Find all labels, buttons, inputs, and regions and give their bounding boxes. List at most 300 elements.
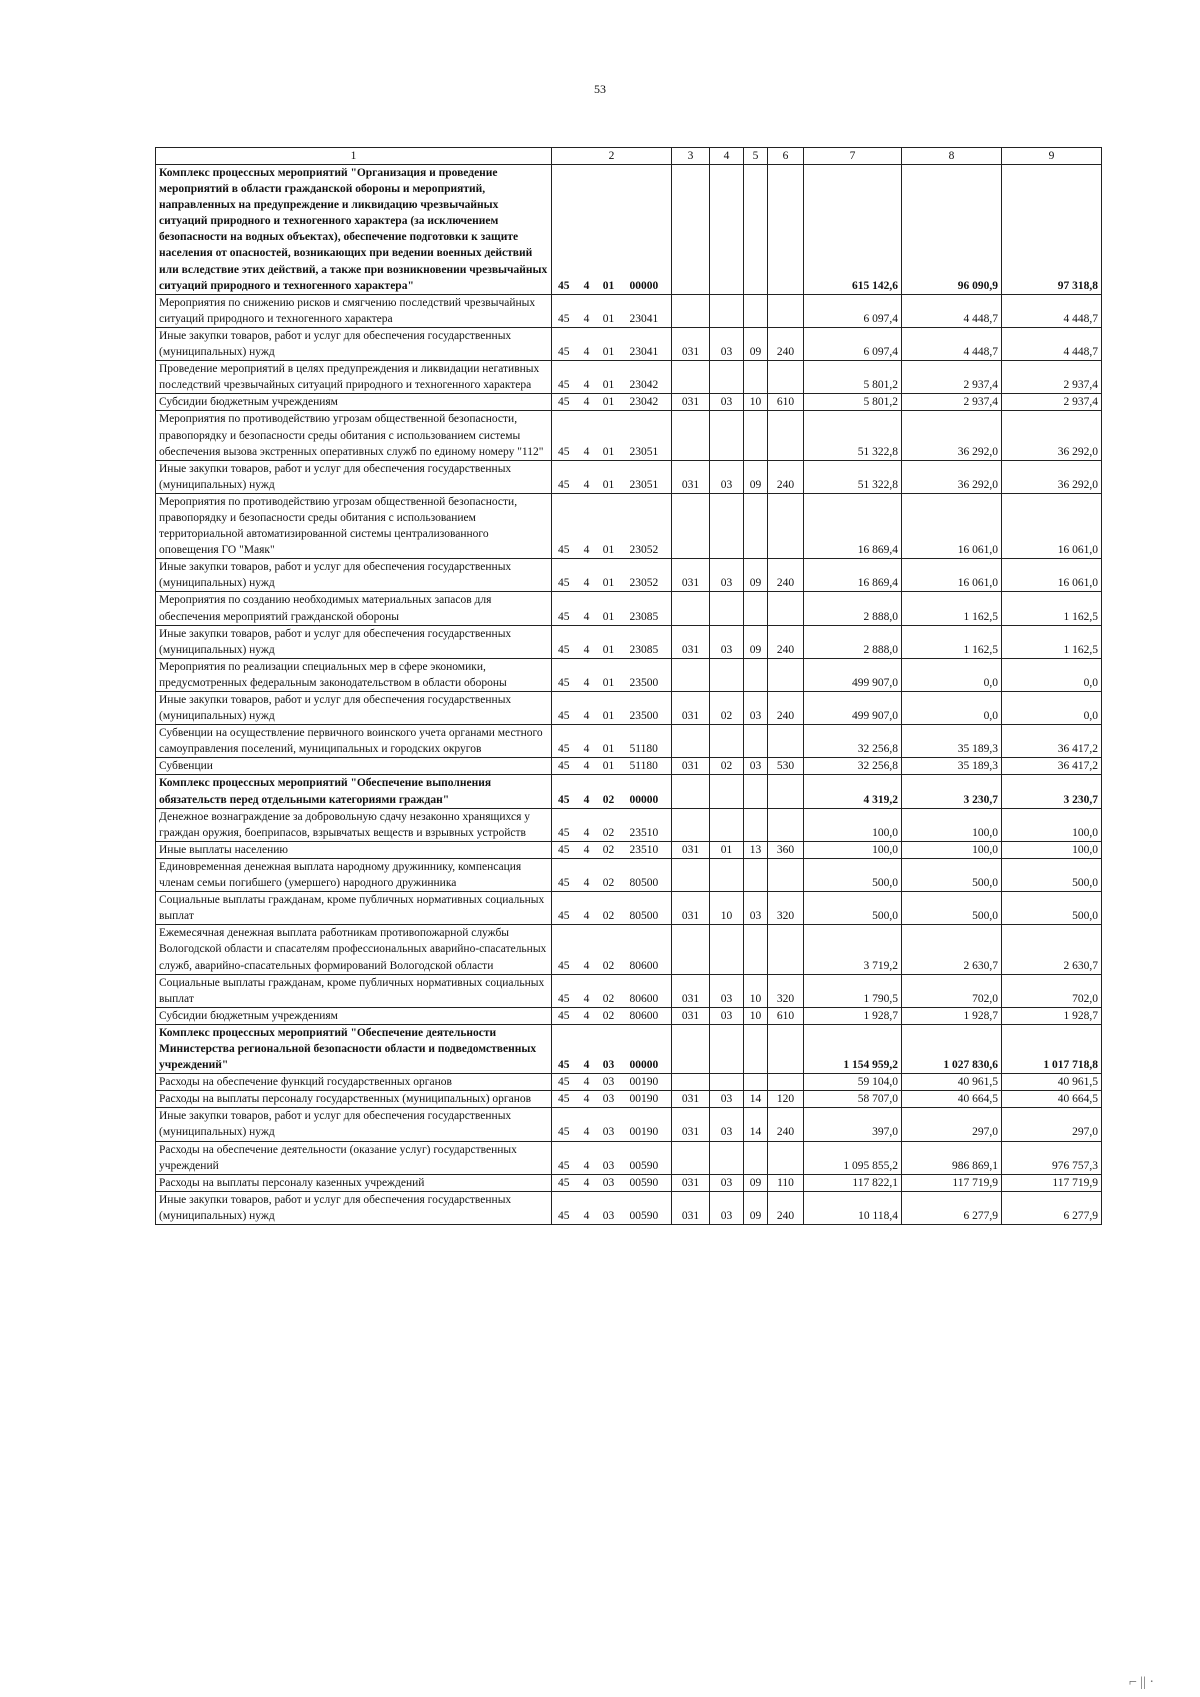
row-value-8: 1 928,7 xyxy=(902,1007,1002,1024)
row-code-1: 45 xyxy=(552,758,580,775)
row-value-8: 986 869,1 xyxy=(902,1141,1002,1174)
row-value-8: 2 630,7 xyxy=(902,925,1002,974)
row-code-1: 45 xyxy=(552,411,580,460)
row-code-2: 4 xyxy=(580,361,594,394)
row-col-4: 03 xyxy=(710,625,744,658)
row-code-2: 4 xyxy=(580,758,594,775)
row-name: Мероприятия по противодействию угрозам общественной безопасности, правопорядку и безопасности среды обитания с использованием системы обеспечения вызова экстренных оперативных служб по единому номеру "112" xyxy=(156,411,552,460)
row-code-3: 03 xyxy=(594,1191,624,1224)
row-value-9: 36 292,0 xyxy=(1002,460,1102,493)
row-code-4: 23052 xyxy=(624,493,672,558)
row-col-6 xyxy=(768,493,804,558)
row-col-3 xyxy=(672,165,710,295)
row-col-4 xyxy=(710,808,744,841)
row-code-1: 45 xyxy=(552,1108,580,1141)
row-col-3 xyxy=(672,361,710,394)
row-col-5 xyxy=(744,725,768,758)
row-value-7: 1 790,5 xyxy=(804,974,902,1007)
row-code-4: 23042 xyxy=(624,361,672,394)
row-code-4: 23510 xyxy=(624,808,672,841)
row-code-3: 01 xyxy=(594,327,624,360)
row-value-8: 96 090,9 xyxy=(902,165,1002,295)
row-code-2: 4 xyxy=(580,725,594,758)
row-name: Расходы на выплаты персоналу казенных учреждений xyxy=(156,1174,552,1191)
table-row xyxy=(156,892,1102,925)
budget-table xyxy=(155,147,1102,1225)
row-code-3: 02 xyxy=(594,974,624,1007)
row-col-5: 10 xyxy=(744,974,768,1007)
row-code-2: 4 xyxy=(580,1074,594,1091)
row-value-9: 702,0 xyxy=(1002,974,1102,1007)
row-col-3: 031 xyxy=(672,1174,710,1191)
row-code-4: 00000 xyxy=(624,775,672,808)
row-col-6 xyxy=(768,294,804,327)
row-name: Иные закупки товаров, работ и услуг для обеспечения государственных (муниципальных) нужд xyxy=(156,692,552,725)
row-col-6: 320 xyxy=(768,892,804,925)
table-row xyxy=(156,394,1102,411)
row-col-5 xyxy=(744,1024,768,1073)
row-col-6 xyxy=(768,925,804,974)
row-col-3 xyxy=(672,1074,710,1091)
header-cell-4: 4 xyxy=(710,148,744,165)
row-col-6 xyxy=(768,1141,804,1174)
row-value-7: 16 869,4 xyxy=(804,559,902,592)
row-value-7: 6 097,4 xyxy=(804,294,902,327)
row-code-4: 23500 xyxy=(624,692,672,725)
row-code-2: 4 xyxy=(580,559,594,592)
header-cell-8: 8 xyxy=(902,148,1002,165)
row-col-4: 03 xyxy=(710,1174,744,1191)
row-col-4 xyxy=(710,411,744,460)
row-value-9: 16 061,0 xyxy=(1002,493,1102,558)
row-code-1: 45 xyxy=(552,294,580,327)
row-name: Расходы на выплаты персоналу государственных (муниципальных) органов xyxy=(156,1091,552,1108)
row-code-4: 23041 xyxy=(624,294,672,327)
row-col-3: 031 xyxy=(672,1007,710,1024)
row-value-8: 2 937,4 xyxy=(902,361,1002,394)
row-name: Комплекс процессных мероприятий "Обеспечение деятельности Министерства региональной безопасности области и подведомственных учреждений" xyxy=(156,1024,552,1073)
row-col-5: 14 xyxy=(744,1091,768,1108)
row-col-5 xyxy=(744,361,768,394)
row-code-1: 45 xyxy=(552,692,580,725)
row-col-3 xyxy=(672,1024,710,1073)
row-code-2: 4 xyxy=(580,592,594,625)
table-row xyxy=(156,858,1102,891)
row-col-4: 03 xyxy=(710,559,744,592)
table-row xyxy=(156,692,1102,725)
row-value-7: 500,0 xyxy=(804,892,902,925)
row-value-9: 36 417,2 xyxy=(1002,758,1102,775)
row-value-8: 40 664,5 xyxy=(902,1091,1002,1108)
row-name: Иные закупки товаров, работ и услуг для обеспечения государственных (муниципальных) нужд xyxy=(156,460,552,493)
row-col-3: 031 xyxy=(672,559,710,592)
row-value-9: 0,0 xyxy=(1002,692,1102,725)
row-code-3: 01 xyxy=(594,411,624,460)
row-code-1: 45 xyxy=(552,974,580,1007)
row-col-6: 530 xyxy=(768,758,804,775)
table-row xyxy=(156,361,1102,394)
row-code-3: 02 xyxy=(594,808,624,841)
row-code-2: 4 xyxy=(580,411,594,460)
row-code-2: 4 xyxy=(580,165,594,295)
row-code-2: 4 xyxy=(580,493,594,558)
row-code-4: 00590 xyxy=(624,1141,672,1174)
row-value-8: 3 230,7 xyxy=(902,775,1002,808)
row-value-7: 397,0 xyxy=(804,1108,902,1141)
row-code-2: 4 xyxy=(580,692,594,725)
row-col-4: 02 xyxy=(710,692,744,725)
row-value-7: 1 154 959,2 xyxy=(804,1024,902,1073)
row-col-3 xyxy=(672,658,710,691)
row-code-2: 4 xyxy=(580,1091,594,1108)
row-col-4 xyxy=(710,1024,744,1073)
row-col-5 xyxy=(744,775,768,808)
row-code-3: 01 xyxy=(594,460,624,493)
row-code-3: 01 xyxy=(594,758,624,775)
row-col-5: 14 xyxy=(744,1108,768,1141)
row-code-4: 00190 xyxy=(624,1108,672,1141)
row-col-5 xyxy=(744,1141,768,1174)
row-value-9: 6 277,9 xyxy=(1002,1191,1102,1224)
row-col-3 xyxy=(672,858,710,891)
row-col-4 xyxy=(710,592,744,625)
row-value-7: 615 142,6 xyxy=(804,165,902,295)
row-code-1: 45 xyxy=(552,1174,580,1191)
row-col-5 xyxy=(744,858,768,891)
row-value-8: 16 061,0 xyxy=(902,493,1002,558)
row-value-9: 40 664,5 xyxy=(1002,1091,1102,1108)
row-value-8: 297,0 xyxy=(902,1108,1002,1141)
row-name: Денежное вознаграждение за добровольную сдачу незаконно хранящихся у граждан оружия, боеприпасов, взрывчатых веществ и взрывных устройств xyxy=(156,808,552,841)
table-row xyxy=(156,1108,1102,1141)
row-value-7: 59 104,0 xyxy=(804,1074,902,1091)
table-row xyxy=(156,625,1102,658)
row-col-3: 031 xyxy=(672,394,710,411)
header-cell-9: 9 xyxy=(1002,148,1102,165)
row-col-3: 031 xyxy=(672,460,710,493)
row-name: Единовременная денежная выплата народному дружиннику, компенсация членам семьи погибшего (умершего) народного дружинника xyxy=(156,858,552,891)
row-value-7: 100,0 xyxy=(804,841,902,858)
row-col-5 xyxy=(744,165,768,295)
row-code-1: 45 xyxy=(552,559,580,592)
row-col-5: 03 xyxy=(744,892,768,925)
row-col-4 xyxy=(710,1141,744,1174)
row-code-3: 01 xyxy=(594,658,624,691)
row-value-9: 2 937,4 xyxy=(1002,361,1102,394)
row-col-3 xyxy=(672,493,710,558)
row-col-5: 13 xyxy=(744,841,768,858)
row-col-4 xyxy=(710,925,744,974)
row-col-5 xyxy=(744,658,768,691)
row-name: Субсидии бюджетным учреждениям xyxy=(156,1007,552,1024)
row-code-4: 23042 xyxy=(624,394,672,411)
row-col-4 xyxy=(710,775,744,808)
row-value-9: 16 061,0 xyxy=(1002,559,1102,592)
row-value-9: 500,0 xyxy=(1002,858,1102,891)
row-value-9: 36 292,0 xyxy=(1002,411,1102,460)
row-code-3: 03 xyxy=(594,1108,624,1141)
row-value-8: 702,0 xyxy=(902,974,1002,1007)
row-name: Комплекс процессных мероприятий "Обеспечение выполнения обязательств перед отдельными категориями граждан" xyxy=(156,775,552,808)
row-col-6: 320 xyxy=(768,974,804,1007)
table-row xyxy=(156,493,1102,558)
row-col-6: 240 xyxy=(768,692,804,725)
row-name: Субсидии бюджетным учреждениям xyxy=(156,394,552,411)
row-col-6 xyxy=(768,361,804,394)
row-value-9: 1 928,7 xyxy=(1002,1007,1102,1024)
row-col-5: 09 xyxy=(744,625,768,658)
row-value-9: 97 318,8 xyxy=(1002,165,1102,295)
row-col-5 xyxy=(744,294,768,327)
row-value-7: 51 322,8 xyxy=(804,411,902,460)
row-col-3: 031 xyxy=(672,1108,710,1141)
table-row xyxy=(156,808,1102,841)
row-value-7: 3 719,2 xyxy=(804,925,902,974)
row-value-9: 2 630,7 xyxy=(1002,925,1102,974)
row-col-4: 03 xyxy=(710,394,744,411)
row-code-2: 4 xyxy=(580,925,594,974)
table-row xyxy=(156,1141,1102,1174)
row-col-4 xyxy=(710,361,744,394)
row-col-6: 610 xyxy=(768,1007,804,1024)
row-code-1: 45 xyxy=(552,1091,580,1108)
row-code-1: 45 xyxy=(552,725,580,758)
row-code-1: 45 xyxy=(552,460,580,493)
table-row xyxy=(156,460,1102,493)
row-col-5: 03 xyxy=(744,758,768,775)
row-code-3: 03 xyxy=(594,1091,624,1108)
row-code-4: 51180 xyxy=(624,725,672,758)
row-code-2: 4 xyxy=(580,1141,594,1174)
row-col-4: 03 xyxy=(710,1108,744,1141)
row-name: Иные закупки товаров, работ и услуг для обеспечения государственных (муниципальных) нужд xyxy=(156,1108,552,1141)
row-col-3 xyxy=(672,592,710,625)
row-value-7: 58 707,0 xyxy=(804,1091,902,1108)
row-value-7: 500,0 xyxy=(804,858,902,891)
row-name: Иные закупки товаров, работ и услуг для обеспечения государственных (муниципальных) нужд xyxy=(156,327,552,360)
row-code-2: 4 xyxy=(580,1191,594,1224)
row-name: Проведение мероприятий в целях предупреждения и ликвидации негативных последствий чрезвычайных ситуаций природного и техногенного характера xyxy=(156,361,552,394)
row-value-9: 2 937,4 xyxy=(1002,394,1102,411)
row-value-7: 32 256,8 xyxy=(804,758,902,775)
row-value-7: 5 801,2 xyxy=(804,394,902,411)
table-row xyxy=(156,1191,1102,1224)
row-code-2: 4 xyxy=(580,625,594,658)
row-code-1: 45 xyxy=(552,892,580,925)
row-col-5 xyxy=(744,592,768,625)
row-name: Иные закупки товаров, работ и услуг для обеспечения государственных (муниципальных) нужд xyxy=(156,1191,552,1224)
row-code-4: 23085 xyxy=(624,625,672,658)
row-code-1: 45 xyxy=(552,1191,580,1224)
row-code-4: 00190 xyxy=(624,1074,672,1091)
row-name: Иные выплаты населению xyxy=(156,841,552,858)
row-code-4: 23510 xyxy=(624,841,672,858)
row-code-4: 23051 xyxy=(624,460,672,493)
scan-corner-mark-icon: ⌐ || · xyxy=(1128,1675,1154,1690)
row-col-5 xyxy=(744,493,768,558)
row-value-7: 4 319,2 xyxy=(804,775,902,808)
row-col-4: 01 xyxy=(710,841,744,858)
row-col-4 xyxy=(710,1074,744,1091)
row-col-4 xyxy=(710,165,744,295)
row-col-6: 240 xyxy=(768,1191,804,1224)
row-name: Субвенции xyxy=(156,758,552,775)
row-code-3: 02 xyxy=(594,892,624,925)
row-value-7: 6 097,4 xyxy=(804,327,902,360)
table-header-row xyxy=(156,148,1102,165)
row-code-3: 03 xyxy=(594,1174,624,1191)
row-name: Иные закупки товаров, работ и услуг для обеспечения государственных (муниципальных) нужд xyxy=(156,559,552,592)
row-code-4: 23041 xyxy=(624,327,672,360)
row-value-8: 36 292,0 xyxy=(902,460,1002,493)
row-code-2: 4 xyxy=(580,1174,594,1191)
row-value-7: 32 256,8 xyxy=(804,725,902,758)
row-value-9: 4 448,7 xyxy=(1002,327,1102,360)
row-code-1: 45 xyxy=(552,625,580,658)
table-row xyxy=(156,327,1102,360)
row-col-6 xyxy=(768,775,804,808)
row-name: Расходы на обеспечение функций государственных органов xyxy=(156,1074,552,1091)
row-code-2: 4 xyxy=(580,1007,594,1024)
row-code-2: 4 xyxy=(580,775,594,808)
table-row xyxy=(156,925,1102,974)
row-col-3 xyxy=(672,725,710,758)
row-code-1: 45 xyxy=(552,841,580,858)
row-col-5: 09 xyxy=(744,460,768,493)
row-code-4: 80500 xyxy=(624,892,672,925)
row-col-3 xyxy=(672,925,710,974)
row-col-3 xyxy=(672,1141,710,1174)
header-cell-5: 5 xyxy=(744,148,768,165)
row-code-3: 01 xyxy=(594,559,624,592)
row-col-4: 03 xyxy=(710,1007,744,1024)
row-code-1: 45 xyxy=(552,808,580,841)
row-col-3: 031 xyxy=(672,1091,710,1108)
row-code-2: 4 xyxy=(580,294,594,327)
row-col-3: 031 xyxy=(672,974,710,1007)
row-code-4: 23052 xyxy=(624,559,672,592)
row-col-3: 031 xyxy=(672,1191,710,1224)
row-code-1: 45 xyxy=(552,361,580,394)
row-col-6: 360 xyxy=(768,841,804,858)
table-row xyxy=(156,1091,1102,1108)
row-value-9: 40 961,5 xyxy=(1002,1074,1102,1091)
row-code-1: 45 xyxy=(552,394,580,411)
row-value-9: 1 162,5 xyxy=(1002,592,1102,625)
table-row xyxy=(156,559,1102,592)
row-code-2: 4 xyxy=(580,974,594,1007)
row-name: Мероприятия по созданию необходимых материальных запасов для обеспечения мероприятий гражданской обороны xyxy=(156,592,552,625)
row-code-1: 45 xyxy=(552,858,580,891)
header-cell-7: 7 xyxy=(804,148,902,165)
header-cell-2: 2 xyxy=(552,148,672,165)
row-code-1: 45 xyxy=(552,925,580,974)
row-col-4: 10 xyxy=(710,892,744,925)
row-code-4: 00000 xyxy=(624,1024,672,1073)
row-code-4: 00000 xyxy=(624,165,672,295)
row-value-7: 117 822,1 xyxy=(804,1174,902,1191)
row-value-8: 1 027 830,6 xyxy=(902,1024,1002,1073)
row-code-2: 4 xyxy=(580,1024,594,1073)
table-row xyxy=(156,1174,1102,1191)
row-code-4: 51180 xyxy=(624,758,672,775)
row-value-8: 100,0 xyxy=(902,808,1002,841)
row-value-9: 3 230,7 xyxy=(1002,775,1102,808)
header-cell-1: 1 xyxy=(156,148,552,165)
row-col-4 xyxy=(710,725,744,758)
row-value-8: 117 719,9 xyxy=(902,1174,1002,1191)
table-row xyxy=(156,974,1102,1007)
row-code-4: 23085 xyxy=(624,592,672,625)
row-value-8: 4 448,7 xyxy=(902,294,1002,327)
table-row xyxy=(156,758,1102,775)
row-code-1: 45 xyxy=(552,592,580,625)
table-row xyxy=(156,1074,1102,1091)
row-value-9: 1 017 718,8 xyxy=(1002,1024,1102,1073)
row-code-3: 01 xyxy=(594,394,624,411)
row-col-6 xyxy=(768,165,804,295)
row-col-4: 03 xyxy=(710,974,744,1007)
row-code-4: 00190 xyxy=(624,1091,672,1108)
row-col-6 xyxy=(768,658,804,691)
row-code-3: 01 xyxy=(594,625,624,658)
table-row xyxy=(156,658,1102,691)
row-code-3: 03 xyxy=(594,1074,624,1091)
row-code-2: 4 xyxy=(580,808,594,841)
row-value-8: 0,0 xyxy=(902,658,1002,691)
row-code-1: 45 xyxy=(552,493,580,558)
row-value-8: 1 162,5 xyxy=(902,625,1002,658)
row-col-6: 610 xyxy=(768,394,804,411)
row-col-4: 03 xyxy=(710,1191,744,1224)
row-value-8: 40 961,5 xyxy=(902,1074,1002,1091)
row-col-5: 09 xyxy=(744,559,768,592)
row-col-4 xyxy=(710,294,744,327)
row-value-8: 36 292,0 xyxy=(902,411,1002,460)
row-col-5: 09 xyxy=(744,1174,768,1191)
row-col-6: 240 xyxy=(768,327,804,360)
row-name: Субвенции на осуществление первичного воинского учета органами местного самоуправления поселений, муниципальных и городских округов xyxy=(156,725,552,758)
row-col-6: 120 xyxy=(768,1091,804,1108)
row-col-5: 10 xyxy=(744,394,768,411)
row-value-8: 6 277,9 xyxy=(902,1191,1002,1224)
row-code-3: 01 xyxy=(594,493,624,558)
row-code-2: 4 xyxy=(580,858,594,891)
header-cell-3: 3 xyxy=(672,148,710,165)
row-value-8: 0,0 xyxy=(902,692,1002,725)
row-code-3: 03 xyxy=(594,1024,624,1073)
row-value-9: 0,0 xyxy=(1002,658,1102,691)
table-row xyxy=(156,165,1102,295)
row-value-8: 35 189,3 xyxy=(902,725,1002,758)
row-value-9: 297,0 xyxy=(1002,1108,1102,1141)
row-code-3: 01 xyxy=(594,294,624,327)
row-code-4: 00590 xyxy=(624,1174,672,1191)
row-col-6 xyxy=(768,1074,804,1091)
row-value-7: 499 907,0 xyxy=(804,692,902,725)
row-col-4 xyxy=(710,858,744,891)
row-value-9: 500,0 xyxy=(1002,892,1102,925)
table-row xyxy=(156,411,1102,460)
row-code-3: 01 xyxy=(594,692,624,725)
row-value-7: 5 801,2 xyxy=(804,361,902,394)
header-cell-6: 6 xyxy=(768,148,804,165)
row-col-6: 110 xyxy=(768,1174,804,1191)
row-col-6: 240 xyxy=(768,625,804,658)
row-value-9: 100,0 xyxy=(1002,841,1102,858)
row-col-5 xyxy=(744,925,768,974)
table-row xyxy=(156,725,1102,758)
